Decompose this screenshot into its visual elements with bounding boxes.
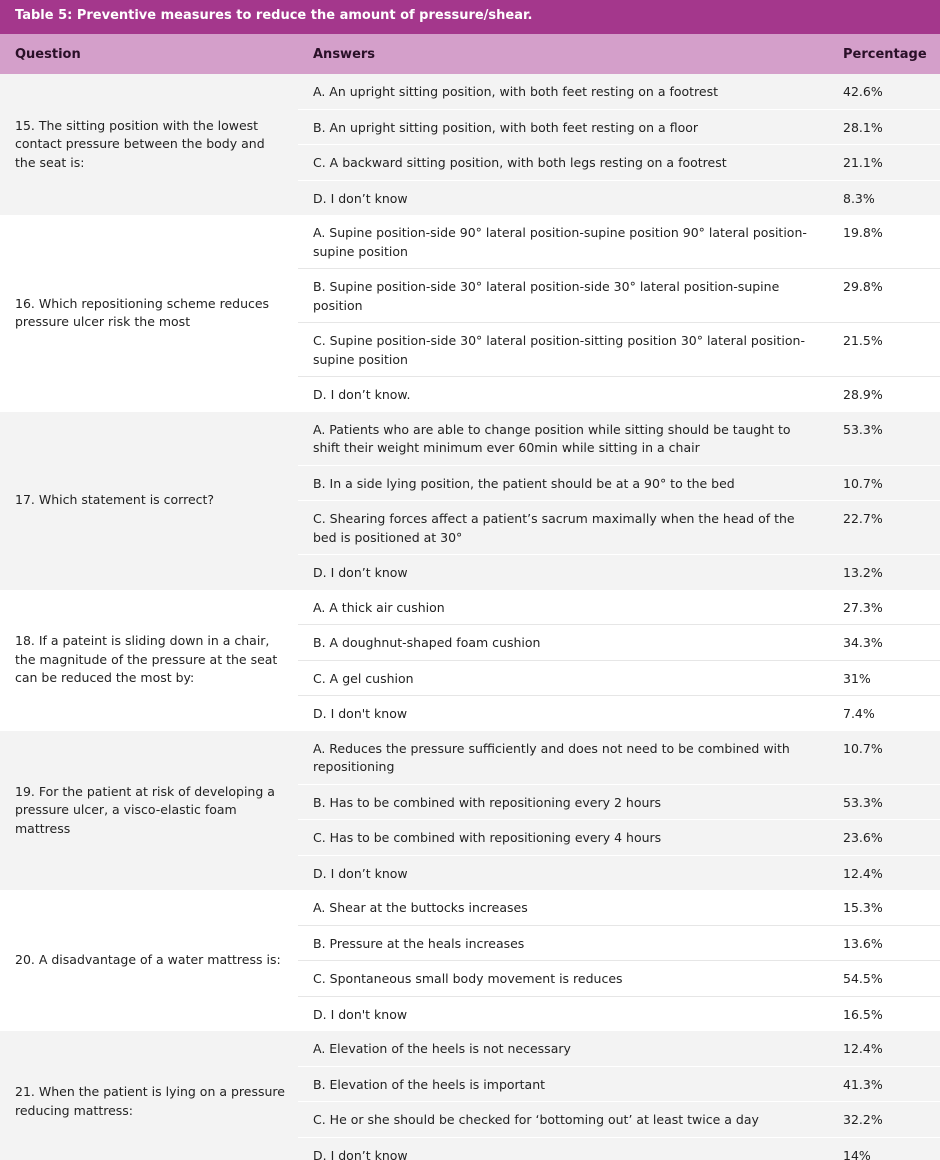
answer-cell: D. I don't know: [298, 696, 828, 731]
question-cell: 20. A disadvantage of a water mattress is:: [0, 890, 298, 1031]
answer-cell: B. Elevation of the heels is important: [298, 1066, 828, 1102]
table-row: [0, 215, 940, 269]
answer-cell: A. Supine position-side 90° lateral position-supine position 90° lateral position-supine position: [298, 215, 828, 269]
answer-cell: D. I don’t know: [298, 555, 828, 590]
question-column-header: Question: [0, 34, 298, 74]
answer-cell: B. A doughnut-shaped foam cushion: [298, 625, 828, 661]
answers-column-header: Answers: [298, 34, 828, 74]
percentage-cell: 23.6%: [828, 820, 940, 856]
header-row: [0, 34, 940, 74]
percentage-cell: 31%: [828, 660, 940, 696]
answer-cell: B. In a side lying position, the patient should be at a 90° to the bed: [298, 465, 828, 501]
answer-cell: D. I don’t know: [298, 180, 828, 215]
answer-cell: C. A backward sitting position, with both legs resting on a footrest: [298, 145, 828, 181]
percentage-cell: 42.6%: [828, 74, 940, 109]
question-group-18: [0, 590, 940, 731]
percentage-cell: 29.8%: [828, 269, 940, 323]
percentage-cell: 22.7%: [828, 501, 940, 555]
percentage-cell: 13.6%: [828, 925, 940, 961]
answer-cell: A. An upright sitting position, with both feet resting on a footrest: [298, 74, 828, 109]
answer-cell: B. Supine position-side 30° lateral position-side 30° lateral position-supine position: [298, 269, 828, 323]
percentage-cell: 28.1%: [828, 109, 940, 145]
answer-cell: C. He or she should be checked for ‘bottoming out’ at least twice a day: [298, 1102, 828, 1138]
percentage-cell: 21.5%: [828, 323, 940, 377]
answer-cell: C. Has to be combined with repositioning every 4 hours: [298, 820, 828, 856]
percentage-cell: 27.3%: [828, 590, 940, 625]
percentage-cell: 12.4%: [828, 855, 940, 890]
question-cell: 15. The sitting position with the lowest contact pressure between the body and the seat is:: [0, 74, 298, 215]
question-cell: 18. If a pateint is sliding down in a chair, the magnitude of the pressure at the seat can be reduced the most by:: [0, 590, 298, 731]
question-group-19: [0, 731, 940, 891]
question-group-20: [0, 890, 940, 1031]
percentage-cell: 28.9%: [828, 377, 940, 412]
answer-cell: A. Reduces the pressure sufficiently and does not need to be combined with repositioning: [298, 731, 828, 785]
answer-cell: A. Patients who are able to change position while sitting should be taught to shift their weight minimum ever 60min while sitting in a chair: [298, 412, 828, 466]
preventive-measures-table: [0, 34, 940, 1160]
percentage-cell: 13.2%: [828, 555, 940, 590]
question-group-17: [0, 412, 940, 590]
percentage-cell: 15.3%: [828, 890, 940, 925]
table-title: Table 5: Preventive measures to reduce the amount of pressure/shear.: [0, 0, 940, 34]
answer-cell: A. A thick air cushion: [298, 590, 828, 625]
percentage-cell: 53.3%: [828, 412, 940, 466]
answer-cell: B. Pressure at the heals increases: [298, 925, 828, 961]
percentage-cell: 16.5%: [828, 996, 940, 1031]
answer-cell: D. I don’t know.: [298, 377, 828, 412]
percentage-cell: 7.4%: [828, 696, 940, 731]
question-cell: 21. When the patient is lying on a pressure reducing mattress:: [0, 1031, 298, 1160]
percentage-column-header: Percentage: [828, 34, 940, 74]
answer-cell: A. Elevation of the heels is not necessary: [298, 1031, 828, 1066]
question-cell: 17. Which statement is correct?: [0, 412, 298, 590]
question-group-16: [0, 215, 940, 412]
question-group-21: [0, 1031, 940, 1160]
percentage-cell: 21.1%: [828, 145, 940, 181]
answer-cell: B. An upright sitting position, with both feet resting on a floor: [298, 109, 828, 145]
percentage-cell: 19.8%: [828, 215, 940, 269]
answer-cell: B. Has to be combined with repositioning every 2 hours: [298, 784, 828, 820]
table-row: [0, 74, 940, 109]
percentage-cell: 14%: [828, 1137, 940, 1160]
answer-cell: D. I don’t know: [298, 855, 828, 890]
percentage-cell: 8.3%: [828, 180, 940, 215]
percentage-cell: 54.5%: [828, 961, 940, 997]
answer-cell: D. I don’t know: [298, 1137, 828, 1160]
question-cell: 16. Which repositioning scheme reduces pressure ulcer risk the most: [0, 215, 298, 412]
answer-cell: D. I don't know: [298, 996, 828, 1031]
table-row: [0, 1031, 940, 1066]
percentage-cell: 34.3%: [828, 625, 940, 661]
percentage-cell: 53.3%: [828, 784, 940, 820]
table-row: [0, 412, 940, 466]
question-cell: 19. For the patient at risk of developing a pressure ulcer, a visco-elastic foam mattress: [0, 731, 298, 891]
table-row: [0, 731, 940, 785]
answer-cell: C. Spontaneous small body movement is reduces: [298, 961, 828, 997]
table-row: [0, 590, 940, 625]
percentage-cell: 41.3%: [828, 1066, 940, 1102]
percentage-cell: 32.2%: [828, 1102, 940, 1138]
answer-cell: C. Supine position-side 30° lateral position-sitting position 30° lateral position-supine position: [298, 323, 828, 377]
answer-cell: C. Shearing forces affect a patient’s sacrum maximally when the head of the bed is positioned at 30°: [298, 501, 828, 555]
percentage-cell: 10.7%: [828, 731, 940, 785]
answer-cell: A. Shear at the buttocks increases: [298, 890, 828, 925]
answer-cell: C. A gel cushion: [298, 660, 828, 696]
question-group-15: [0, 74, 940, 215]
table-row: [0, 890, 940, 925]
percentage-cell: 10.7%: [828, 465, 940, 501]
percentage-cell: 12.4%: [828, 1031, 940, 1066]
